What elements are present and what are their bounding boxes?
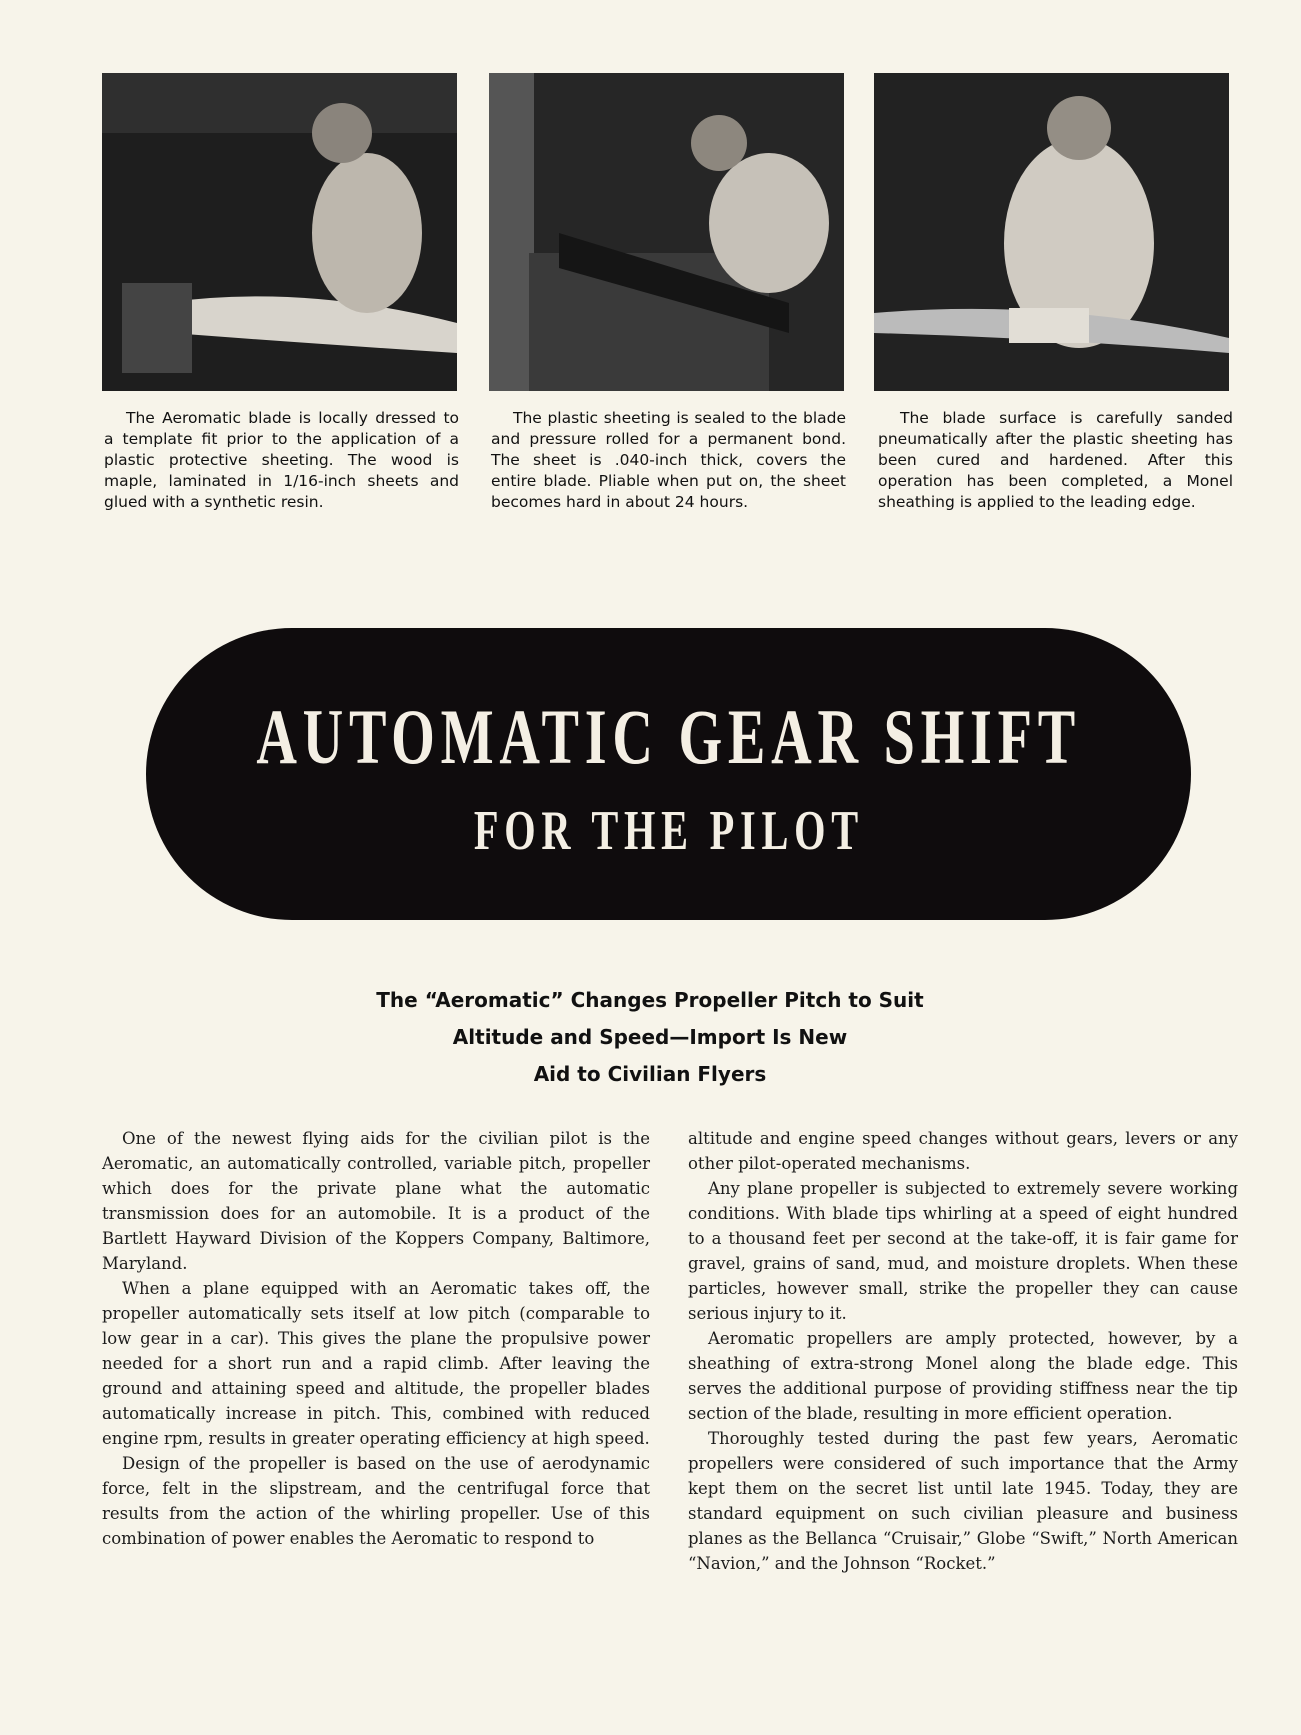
article-column-right (688, 1126, 1238, 1576)
photo-caption: The Aeromatic blade is locally dressed to a template fit prior to the application of a plastic protective sheeting. The wood is maple, laminated in 1/16-inch sheets and glued with a synthetic resin. (104, 409, 459, 511)
paragraph: When a plane equipped with an Aeromatic takes off, the propeller automatically sets itself at low pitch (comparable to low gear in a car). This gives the plane the propulsive power needed for a short run and a rapid climb. After leaving the ground and attaining speed and altitude, the propeller blades automatically increase in pitch. This, combined with reduced engine rpm, results in greater operating efficiency at high speed. (102, 1279, 650, 1448)
article-subheading (200, 982, 1100, 1093)
paragraph: One of the newest flying aids for the civilian pilot is the Aeromatic, an automatically controlled, variable pitch, propeller which does for the private plane what the automatic transmission does for an automobile. It is a product of the Bartlett Hayward Division of the Koppers Company, Baltimore, Maryland. (102, 1129, 650, 1273)
paragraph: Aeromatic propellers are amply protected, however, by a sheathing of extra-strong Monel along the blade edge. This serves the additional purpose of providing stiffness near the tip section of the blade, resulting in more efficient operation. (688, 1329, 1238, 1423)
paragraph: Any plane propeller is subjected to extremely severe working conditions. With blade tips whirling at a speed of eight hundred to a thousand feet per second at the take-off, it is fair game for gravel, grains of sand, mud, and moisture droplets. When these particles, however small, strike the propeller they can cause serious injury to it. (688, 1179, 1238, 1323)
photo-caption: The blade surface is carefully sanded pneumatically after the plastic sheeting has been cured and hardened. After this operation has been completed, a Monel sheathing is applied to the leading edge. (878, 409, 1233, 511)
subheading-line: Altitude and Speed—Import Is New (452, 1025, 848, 1049)
photo-blade-sanding (874, 73, 1229, 391)
banner-subtitle: FOR THE PILOT (473, 800, 864, 862)
photo-blade-dressing (102, 73, 457, 391)
subheading-line: Aid to Civilian Flyers (533, 1062, 767, 1086)
photo-sheet-sealing (489, 73, 844, 391)
paragraph: Design of the propeller is based on the use of aerodynamic force, felt in the slipstream, and the centrifugal force that results from the action of the whirling propeller. Use of this combination of power enables the Aeromatic to respond to (102, 1454, 650, 1548)
title-banner (146, 628, 1191, 920)
paragraph: Thoroughly tested during the past few years, Aeromatic propellers were considered of such importance that the Army kept them on the secret list until late 1945. Today, they are standard equipment on such civilian pleasure and business planes as the Bellanca “Cruisair,” Globe “Swift,” North American “Navion,” and the Johnson “Rocket.” (688, 1429, 1238, 1573)
banner-title: AUTOMATIC GEAR SHIFT (256, 693, 1081, 780)
paragraph: altitude and engine speed changes without gears, levers or any other pilot-operated mechanisms. (688, 1129, 1238, 1173)
subheading-line: The “Aeromatic” Changes Propeller Pitch to Suit (376, 988, 924, 1012)
photo-caption: The plastic sheeting is sealed to the blade and pressure rolled for a permanent bond. The sheet is .040-inch thick, covers the entire blade. Pliable when put on, the sheet becomes hard in about 24 hours. (491, 409, 846, 511)
article-column-left (102, 1126, 650, 1551)
